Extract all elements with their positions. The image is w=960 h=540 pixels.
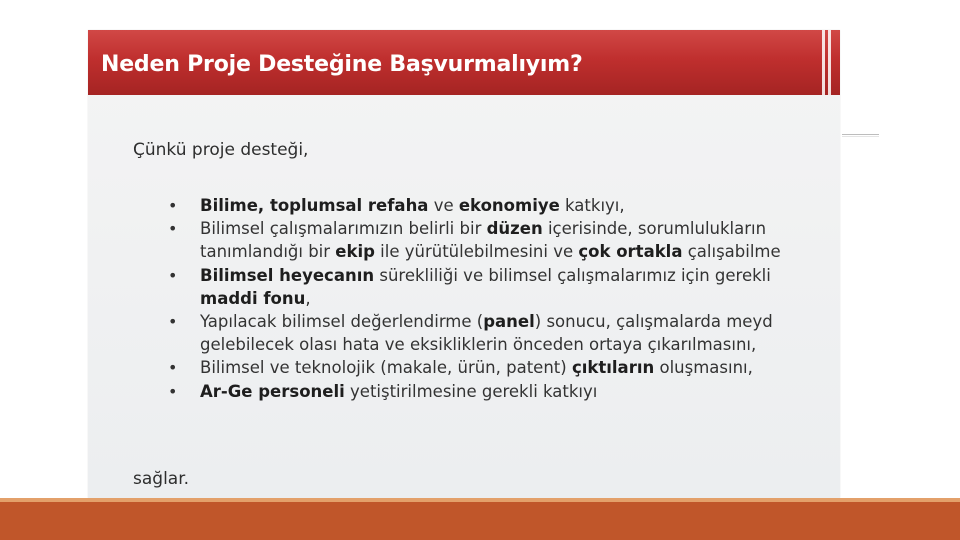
- intro-text: Çünkü proje desteği,: [133, 140, 309, 160]
- divider-line: [842, 136, 879, 137]
- bullet-line: [166, 333, 840, 356]
- slide-image: [88, 30, 840, 498]
- bullet-line: [166, 287, 840, 310]
- text-segment: Bilimsel çalışmalarımızın belirli bir: [200, 219, 487, 239]
- bold-text: çıktıların: [571, 358, 655, 378]
- slide-title: Neden Proje Desteğine Başvurmalıyım?: [101, 52, 583, 77]
- text-segment: çalışabilme: [682, 242, 781, 262]
- bold-text: Bilime, toplumsal refaha: [200, 196, 429, 215]
- bold-text: maddi fonu: [200, 288, 306, 308]
- text-segment: Bilimsel ve teknolojik (makale, ürün, patent): [200, 358, 572, 378]
- bullet-dot: •: [168, 219, 178, 239]
- title-bar-stripe: [828, 30, 831, 95]
- bullet-list: [166, 194, 840, 403]
- text-segment: ,: [305, 288, 311, 308]
- text-segment: ile yürütülebilmesini ve: [374, 242, 579, 262]
- bullet-line: [166, 217, 840, 240]
- footer-bar: [0, 502, 960, 540]
- text-segment: içerisinde, sorumlulukların: [542, 219, 767, 239]
- bullet-dot: •: [168, 196, 178, 215]
- text-segment: tanımlandığı bir: [200, 242, 336, 262]
- bold-text: ekonomiye: [458, 196, 560, 215]
- divider-line: [842, 134, 879, 135]
- text-segment: oluşmasını,: [654, 358, 753, 378]
- text-segment: katkıyı,: [559, 196, 625, 215]
- text-segment: ) sonucu, çalışmalarda meyd: [534, 312, 773, 332]
- bullet-line: [166, 310, 840, 333]
- bold-text: ekip: [335, 242, 375, 262]
- bullet-line: [166, 380, 840, 403]
- bullet-line: [166, 264, 840, 287]
- text-segment: Yapılacak bilimsel değerlendirme (: [200, 312, 484, 332]
- text-segment: yetiştirilmesine gerekli katkıyı: [344, 381, 598, 401]
- bold-text: düzen: [486, 219, 543, 239]
- bold-text: çok ortakla: [578, 242, 683, 262]
- bullet-dot: •: [168, 358, 178, 378]
- bullet-line: [166, 194, 840, 217]
- bold-text: Bilimsel heyecanın: [200, 265, 375, 285]
- bullet-line: [166, 240, 840, 263]
- text-segment: sürekliliği ve bilimsel çalışmalarımız için gerekli: [374, 265, 771, 285]
- text-segment: ve: [428, 196, 459, 215]
- outro-text: sağlar.: [133, 469, 190, 489]
- bullet-dot: •: [168, 381, 178, 401]
- bold-text: panel: [483, 312, 535, 332]
- title-bar-stripe: [822, 30, 825, 95]
- bullet-line: [166, 356, 840, 379]
- bullet-dot: •: [168, 265, 178, 285]
- bullet-dot: •: [168, 312, 178, 332]
- text-segment: gelebilecek olası hata ve eksikliklerin önceden ortaya çıkarılmasını,: [200, 335, 757, 355]
- title-bar: [88, 30, 840, 95]
- bold-text: Ar-Ge personeli: [200, 381, 345, 401]
